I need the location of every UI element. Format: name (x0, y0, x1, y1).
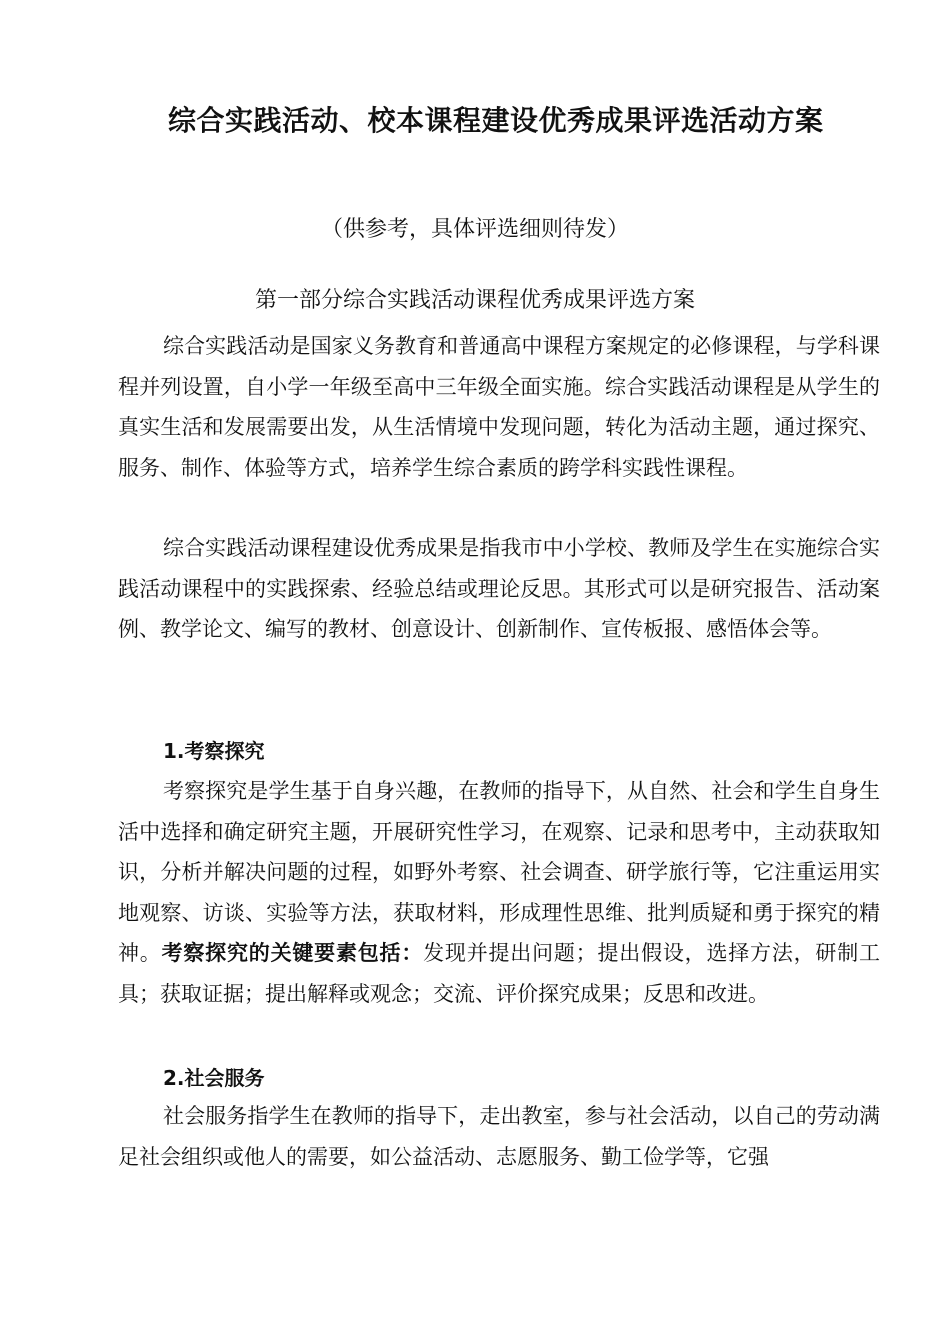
section-1-heading: 1.考察探究 (163, 739, 265, 763)
document-title: 综合实践活动、校本课程建设优秀成果评选活动方案 (168, 104, 824, 137)
intro-paragraph-1: 综合实践活动是国家义务教育和普通高中课程方案规定的必修课程，与学科课程并列设置，自小学一年级至高中三年级全面实施。综合实践活动课程是从学生的真实生活和发展需要出发，从生活情境中发现问题，转化为活动主题，通过探究、服务、制作、体验等方式，培养学生综合素质的跨学科实践性课程。 (118, 334, 880, 480)
section-1-text-a: 考察探究是学生基于自身兴趣，在教师的指导下，从自然、社会和学生自身生活中选择和确定研究主题，开展研究性学习，在观察、记录和思考中，主动获取知识，分析并解决问题的过程，如野外考察、社会调查、研学旅行等，它注重运用实地观察、访谈、实验等方法，获取材料，形成理性思维、批判质疑和勇于探究的精神。 (118, 779, 880, 965)
part-heading: 第一部分综合实践活动课程优秀成果评选方案 (254, 288, 695, 313)
section-1-key-elements-label: 考察探究的关键要素包括： (161, 941, 424, 965)
document-subtitle: （供参考，具体评选细则待发） (320, 217, 629, 242)
section-2-paragraph: 社会服务指学生在教师的指导下，走出教室，参与社会活动，以自己的劳动满足社会组织或他人的需要，如公益活动、志愿服务、勤工俭学等，它强 (118, 1104, 880, 1169)
section-1-text-b: 发现并提出问题；提出假设，选择方法，研制工具；获取证据；提出解释或观念；交流、评价探究成果；反思和改进。 (118, 941, 881, 1006)
section-1-paragraph (118, 771, 880, 1014)
section-2-heading: 2.社会服务 (163, 1066, 265, 1090)
intro-paragraph-2: 综合实践活动课程建设优秀成果是指我市中小学校、教师及学生在实施综合实践活动课程中的实践探索、经验总结或理论反思。其形式可以是研究报告、活动案例、教学论文、编写的教材、创意设计、创新制作、宣传板报、感悟体会等。 (118, 536, 880, 641)
